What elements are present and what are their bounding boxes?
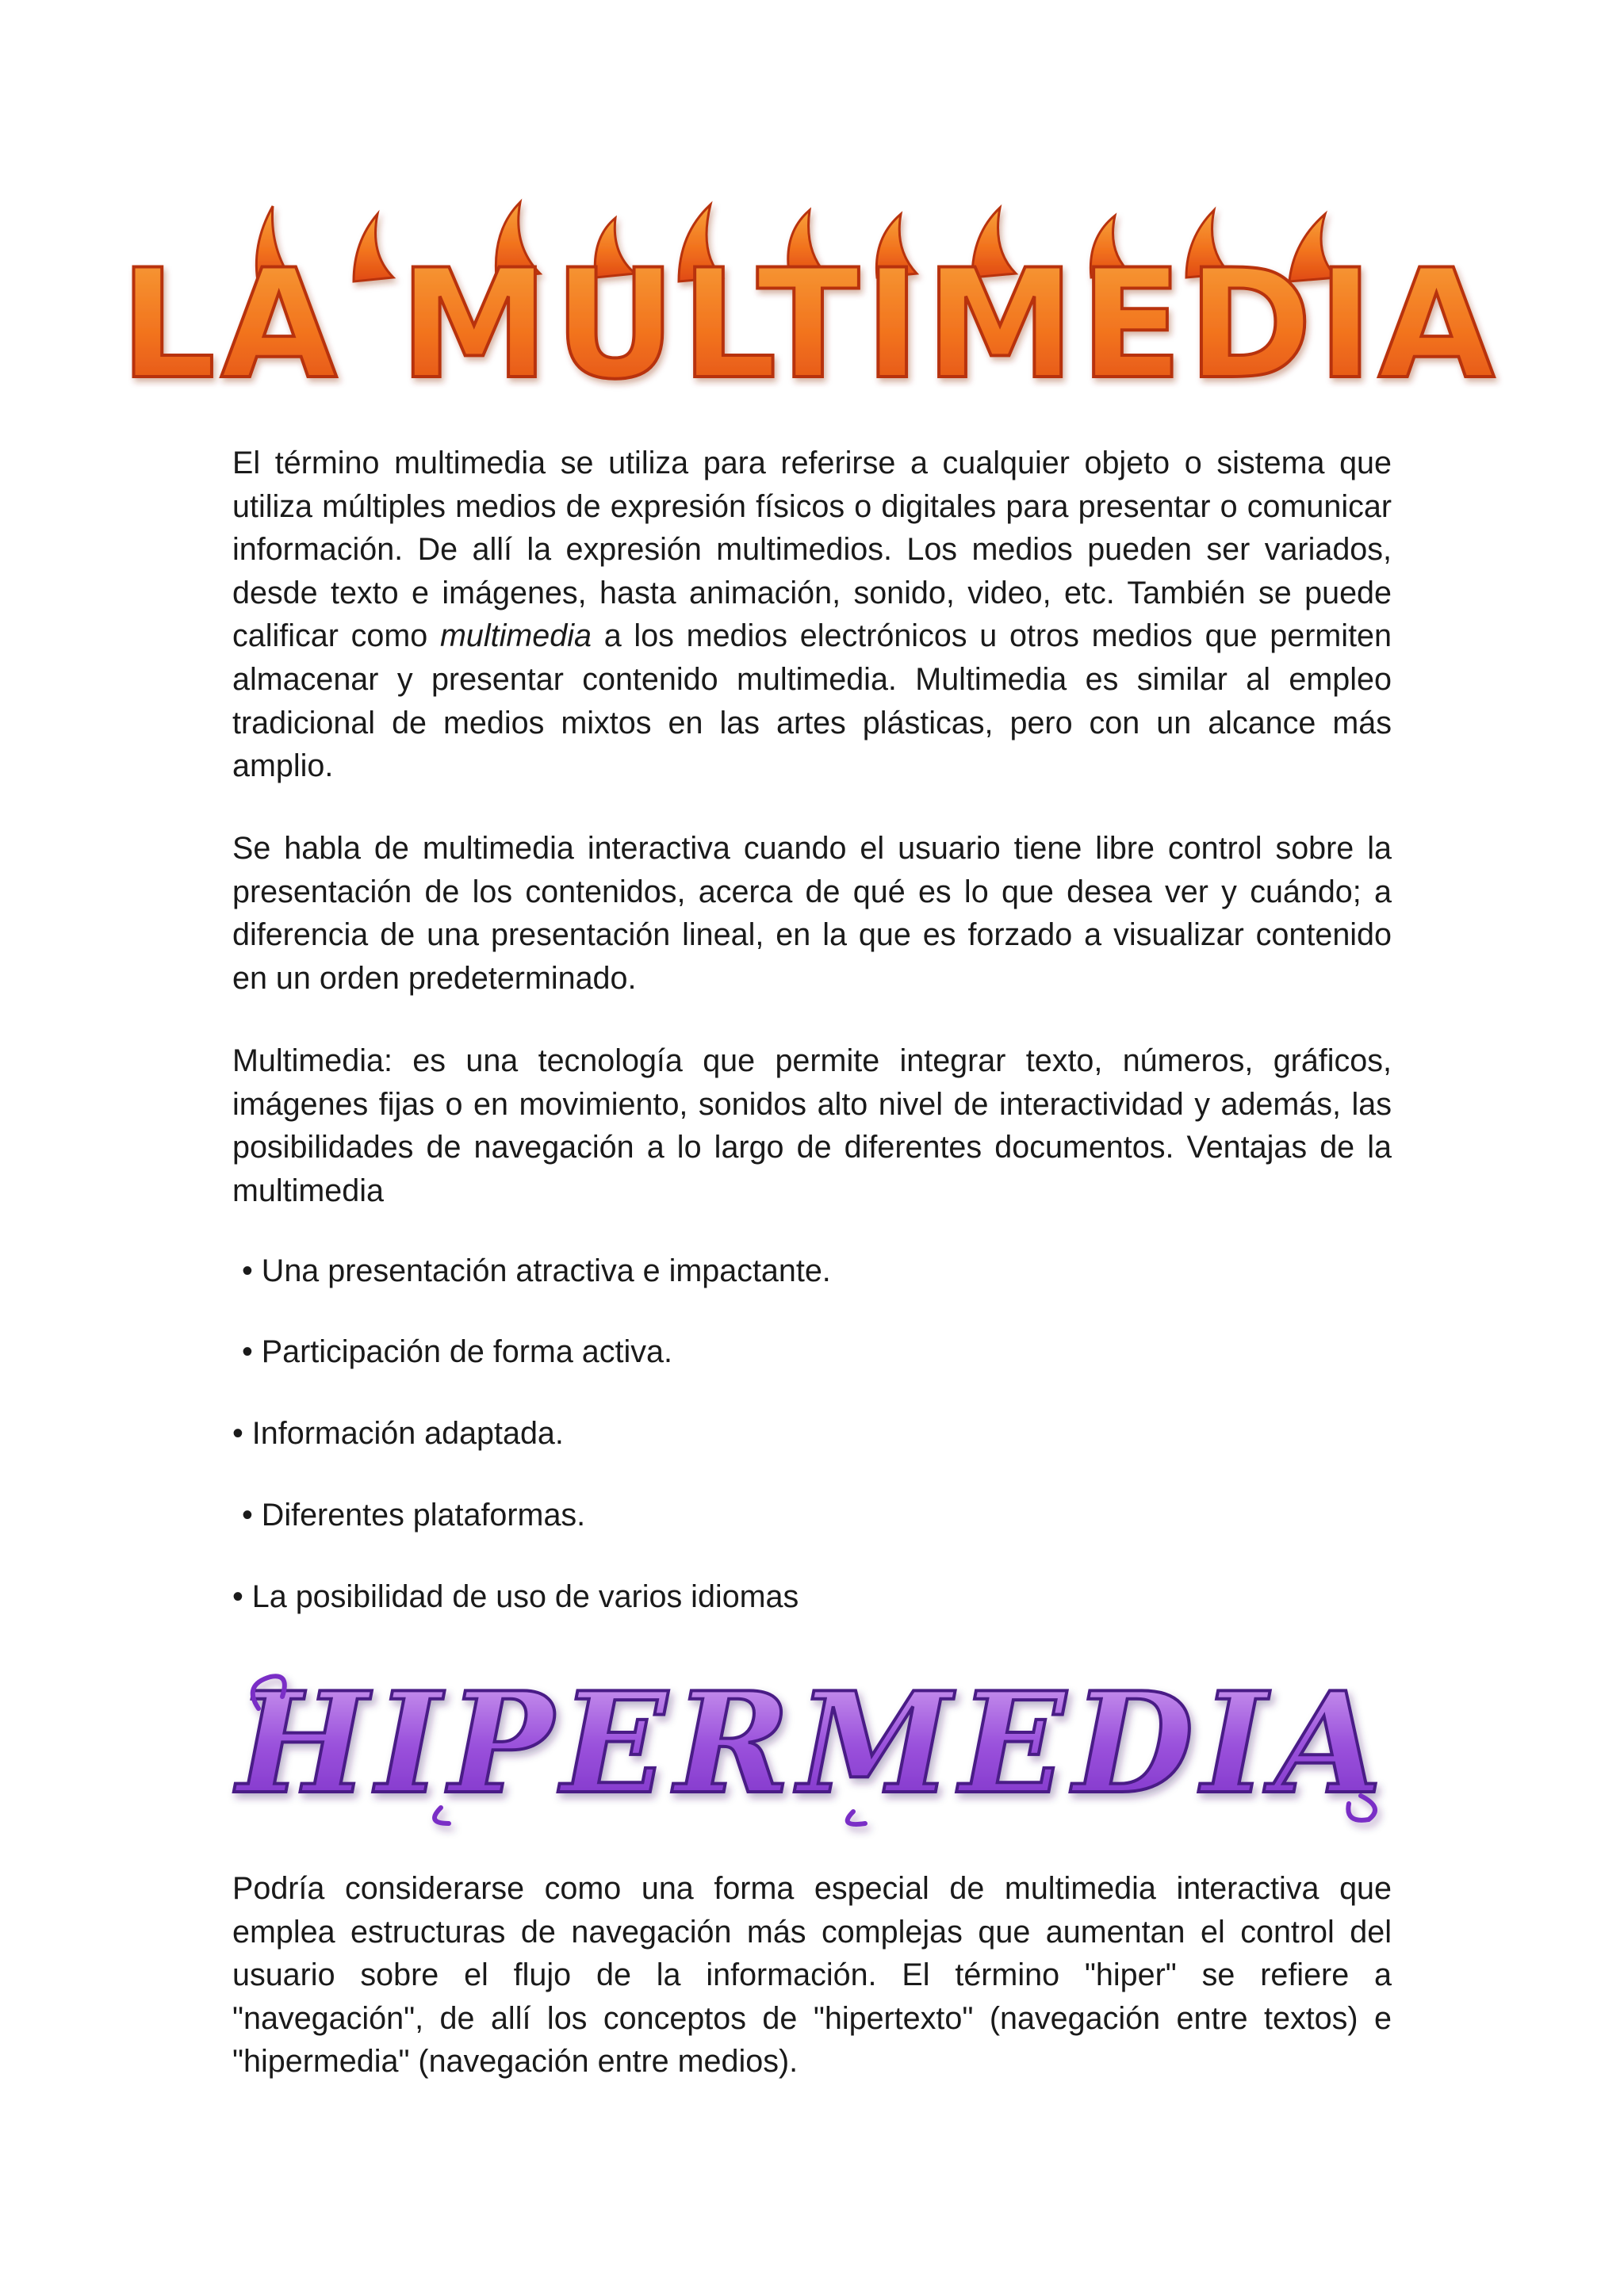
advantage-list-item: • La posibilidad de uso de varios idiomas <box>232 1579 799 1614</box>
intro-paragraph-end: a los medios electrónicos u otros medios que permiten almacenar y presentar contenido multimedia. Multimedia es similar al empleo tradicional de medios mixtos en las artes plásticas, pero con un alcance más amplio. <box>232 618 1392 784</box>
advantage-list-item: • Diferentes plataformas. <box>242 1498 586 1533</box>
intro-paragraph-italic-term: multimedia <box>439 618 592 654</box>
hipermedia-banner-text: HIPERMEDIA <box>236 1663 1391 1825</box>
multimedia-definition-paragraph: Multimedia: es una tecnología que permite integrar texto, números, gráficos, imágenes fijas o en movimiento, sonidos alto nivel de interactividad y además, las posibilidades de navegación a lo largo de diferentes documentos. Ventajas de la multimedia <box>232 1043 1392 1208</box>
hypermedia-paragraph: Podría considerarse como una forma especial de multimedia interactiva que emplea estructuras de navegación más complejas que aumentan el control del usuario sobre el flujo de la información. El término "hiper" se refiere a "navegación", de allí los conceptos de "hipertexto" (navegación entre textos) e "hipermedia" (navegación entre medios). <box>232 1871 1392 2080</box>
intro-paragraph-start: El término multimedia se utiliza para referirse a cualquier objeto o sistema que utiliza múltiples medios de expresión físicos o digitales para presentar o comunicar información. De allí la expresión multimedios. Los medios pueden ser variados, desde texto e imágenes, hasta animación, sonido, video, etc. También se puede calificar como <box>232 446 1392 654</box>
hipermedia-title-banner <box>235 1661 1392 1827</box>
multimedia-banner-text: LA MULTIMEDIA <box>120 237 1500 412</box>
advantage-list-item: • Una presentación atractiva e impactante. <box>242 1253 831 1288</box>
advantage-list-item: • Información adaptada. <box>232 1416 564 1451</box>
multimedia-title-banner <box>120 198 1500 412</box>
advantage-list-item: • Participación de forma activa. <box>242 1334 672 1369</box>
interactive-multimedia-paragraph: Se habla de multimedia interactiva cuando el usuario tiene libre control sobre la presentación de los contenidos, acerca de qué es lo que desea ver y cuándo; a diferencia de una presentación lineal, en la que es forzado a visualizar contenido en un orden predeterminado. <box>232 831 1392 996</box>
intro-paragraph <box>232 442 1392 788</box>
